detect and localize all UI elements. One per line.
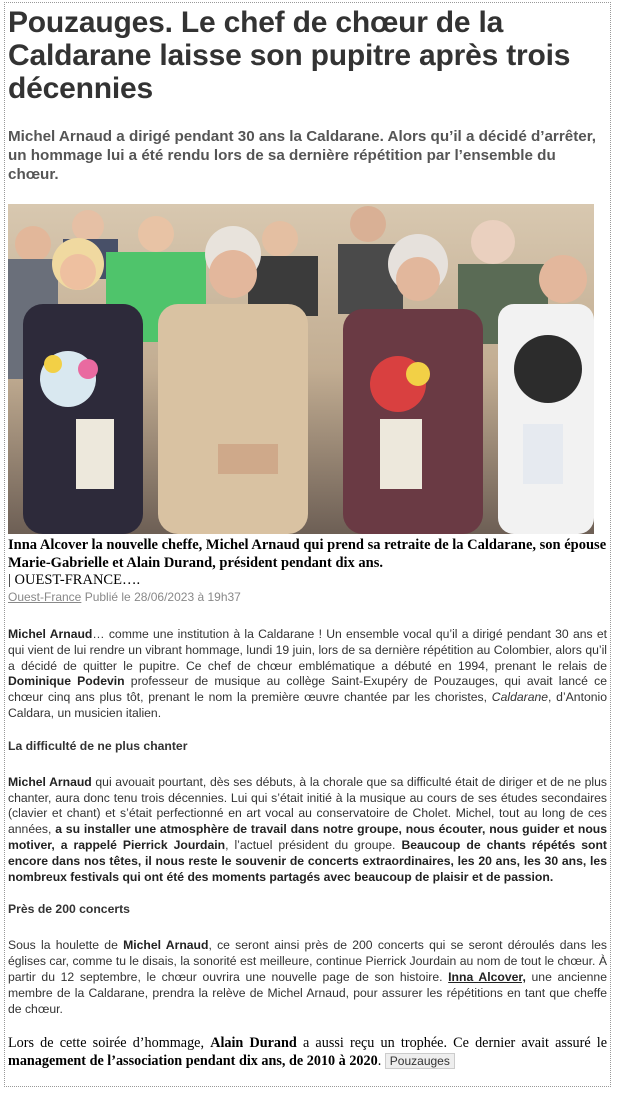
paragraph-3-text: Sous la houlette de (8, 938, 124, 953)
paragraph-1-text-3: , d’Antonio Caldara, un musicien italien. (8, 690, 608, 720)
work-title: Caldarane (491, 690, 549, 705)
quote-2: Beaucoup de chants répétés sont encore dans nos têtes, il nous reste le souvenir de concerts extraordinaires, les 20 ans, les 30 ans, les nombreux festivals qui ont été des moments partagés avec beaucoup de plaisir et de passion. (8, 837, 607, 884)
tag-pouzauges[interactable]: Pouzauges (385, 1053, 455, 1069)
name-michel-arnaud: Michel Arnaud (8, 627, 93, 641)
name-michel-arnaud-2: Michel Arnaud (8, 774, 92, 789)
paragraph-4-text-2: a aussi reçu un trophée. Ce dernier avait assuré le (296, 1035, 608, 1052)
paragraph-4-text: Lors de cette soirée d’hommage, (8, 1035, 211, 1052)
article-page (4, 2, 611, 1087)
photo-caption: Inna Alcover la nouvelle cheffe, Michel Arnaud qui prend sa retraite de la Caldarane, son épouse Marie-Gabrielle et Alain Durand, président pendant dix ans. (8, 537, 607, 571)
paragraph-3-text-2: , ce seront ainsi près de 200 concerts qui se seront déroulés dans les églises car, comme tu le disais, la sonorité est meilleure, continue Pierrick Jourdain au nom de tout le chœur. À partir du 12 septembre, le chœur ouvrira une nouvelle page de son histoire. (8, 938, 607, 984)
article-meta (8, 590, 607, 605)
name-michel-arnaud-3: Michel Arnaud (123, 938, 209, 953)
photo-people-choir-icon (8, 204, 594, 534)
paragraph-3-text-3: une ancienne membre de la Caldarane, prendra la relève de Michel Arnaud, pour assurer les répétitions en tant que cheffe de chœur. (8, 969, 607, 1016)
name-dominique-podevin: Dominique Podevin (8, 674, 125, 689)
paragraph-2-text: qui avouait pourtant, dès ses débuts, à la chorale que sa difficulté était de diriger et de ne plus chanter, aura donc tenu trois décennies. Lui qui s’était initié à la musique au cours de ses études secondaires (clavier et chant) et s’était perfectionné en art vocal au conservatoire de Cholet. Michel, tout au long de ces années, (8, 774, 607, 837)
paragraph-4-text-3: . (377, 1053, 385, 1070)
publish-date: Publié le 28/06/2023 à 19h37 (84, 590, 241, 604)
paragraph-4 (8, 1034, 607, 1070)
management-highlight: management de l’association pendant dix ans, de 2010 à 2020 (8, 1053, 378, 1070)
article-title: Pouzauges. Le chef de chœur de la Caldarane laisse son pupitre après trois décennies (8, 6, 571, 105)
source-link[interactable]: Ouest-France (8, 590, 82, 604)
paragraph-1 (8, 627, 607, 722)
paragraph-3 (8, 938, 607, 1017)
paragraph-2-text-2: , l’actuel président du groupe. (225, 837, 402, 852)
subheading-1: La difficulté de ne plus chanter (8, 738, 188, 753)
article-photo (8, 204, 594, 534)
name-inna-alcover: Inna Alcover, (448, 969, 526, 984)
paragraph-1-text: … comme une institution à la Caldarane ! Un ensemble vocal qu’il a dirigé pendant 30 ans et qui vient de lui rendre un vibrant hommage, lundi 19 juin, lors de sa dernière répétition au Colombier, alors qu’il a décidé de quitter le pupitre. Ce chef de chœur emblématique a débuté en 1994, prenant le relais de (8, 627, 608, 673)
subheading-2: Près de 200 concerts (8, 902, 130, 917)
quote-1: a su installer une atmosphère de travail dans notre groupe, nous écouter, nous guider et nous motiver, a rappelé Pierrick Jourdain (8, 822, 607, 852)
paragraph-1-text-2: professeur de musique au collège Saint-Exupéry de Pouzauges, qui avait lancé ce chœur cinq ans plus tôt, prenant le nom la première œuvre chantée par les choristes, (8, 674, 607, 705)
article-lead: Michel Arnaud a dirigé pendant 30 ans la Caldarane. Alors qu’il a décidé d’arrêter, un hommage lui a été rendu lors de sa dernière répétition par l’ensemble du chœur. (8, 128, 596, 183)
paragraph-2 (8, 775, 607, 886)
photo-credit: | OUEST-FRANCE…. (8, 572, 141, 588)
name-alain-durand: Alain Durand (210, 1035, 297, 1052)
